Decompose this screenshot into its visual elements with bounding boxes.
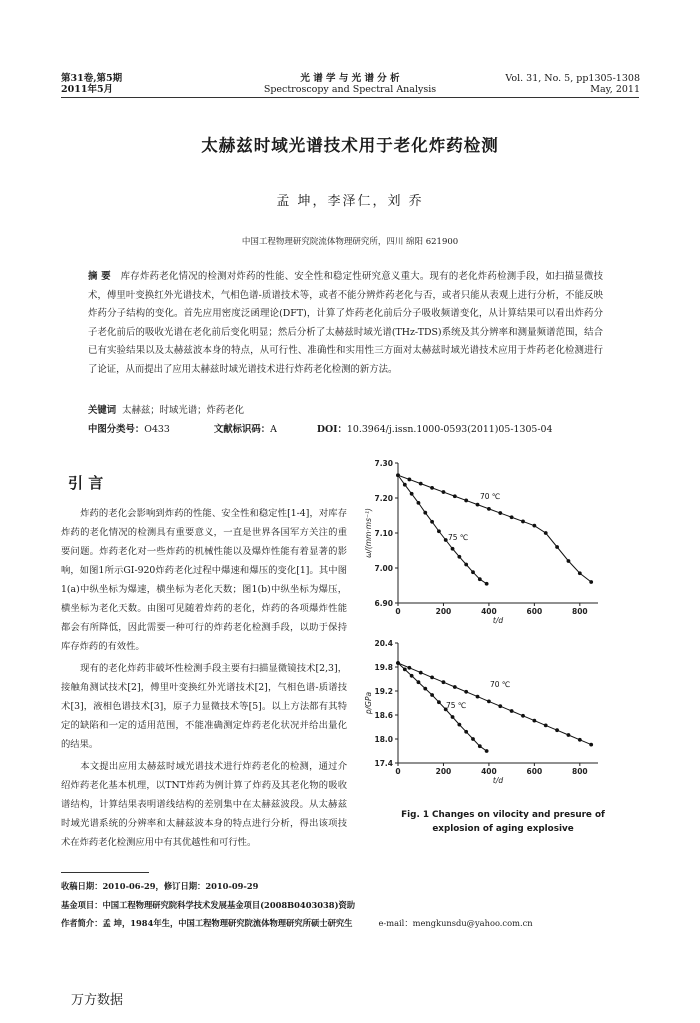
data-point (555, 545, 559, 549)
data-point (457, 723, 461, 727)
header-date-cn: 2011年5月 (61, 84, 114, 95)
watermark-text: 万方数据 (71, 993, 124, 1008)
data-point (419, 671, 423, 675)
data-point (544, 724, 548, 728)
classification (88, 421, 552, 435)
data-point (423, 511, 427, 515)
x-tick-label: 200 (435, 607, 452, 616)
data-point (410, 674, 414, 678)
section-title: 引 言 (68, 474, 104, 492)
clc-label: 中图分类号： (88, 424, 145, 435)
data-point (451, 547, 455, 551)
data-point (437, 529, 441, 533)
data-point (430, 520, 434, 524)
figure-caption-line-1: Fig. 1 Changes on vilocity and presure of (401, 810, 605, 820)
y-tick-label: 18.6 (374, 711, 393, 720)
header-journal-cn: 光 谱 学 与 光 谱 分 析 (300, 73, 400, 84)
x-tick-label: 600 (526, 767, 543, 776)
data-point (589, 743, 593, 747)
data-point (532, 719, 536, 723)
data-point (419, 482, 423, 486)
intro-paragraph-1-text: 炸药的老化会影响到炸药的性能、安全性和稳定性[1-4]，对库存炸药的老化情况的检测具有重要意义，一直是世界各国军方关注的重要问题。炸药老化对一些炸药的机械性能以及爆炸性能有着显著的影响，如图1所示GI-920炸药老化过程中爆速和爆压的变化[1]。其中图1(a)中纵坐标为爆速，横坐标为老化天数；图1(b)中纵坐标为爆压，横坐标为老化天数。由图可见随着炸药的老化，炸药的各项爆炸性能都会有所降低，因此需要一种可行的炸药老化检测手段，以助于保持库存炸药的有效性。 (61, 508, 347, 652)
y-tick-label: 18.0 (374, 735, 393, 744)
data-point (451, 715, 455, 719)
data-point (453, 494, 457, 498)
intro-paragraph-2-text: 现有的老化炸药非破坏性检测手段主要有扫描显微镜技术[2,3]，接触角测试技术[2]，傅里叶变换红外光谱技术[2]，气相色谱-质谱技术[3]，液相色谱技术[3]，原子力显微技术等[5]。以上方法都有其特定的缺陷和一定的适用范围，不能准确测定炸药老化状况并给出量化的结果。 (61, 663, 347, 750)
intro-paragraph-3-text: 本文提出应用太赫兹时域光谱技术进行炸药老化的检测，通过介绍炸药老化基本机理，以TNT炸药为例计算了炸药及其老化物的吸收谱结构，计算结果表明谱线结构的差别集中在太赫兹波段。从太赫兹时域光谱系统的分辨率和太赫兹波本身的特点进行分析，得出该项技术在炸药老化检测应用中有其优越性和可行性。 (61, 761, 347, 848)
intro-paragraph-3 (61, 757, 347, 852)
data-point (471, 570, 475, 574)
abstract-label: 摘 要 (88, 271, 111, 282)
keywords-text: 太赫兹；时域光谱；炸药老化 (122, 405, 244, 416)
footnote-email: e-mail：mengkunsdu@yahoo.com.cn (378, 918, 533, 928)
header-volume-cn: 第31卷,第5期 (61, 73, 123, 84)
data-point (396, 473, 400, 477)
x-axis-label: t/d (492, 776, 504, 785)
doi-label: DOI： (316, 424, 347, 435)
data-point (437, 700, 441, 704)
x-tick-label: 800 (571, 607, 588, 616)
figure-1 (360, 455, 640, 805)
y-tick-label: 7.30 (374, 459, 393, 468)
y-tick-label: 7.10 (374, 529, 393, 538)
y-tick-label: 19.8 (374, 663, 393, 672)
x-tick-label: 0 (395, 767, 401, 776)
y-tick-label: 7.20 (374, 494, 393, 503)
data-point (417, 680, 421, 684)
data-point (442, 490, 446, 494)
y-axis-label: p/GPa (364, 691, 373, 715)
chart-detonation-velocity (364, 459, 598, 625)
data-point (478, 744, 482, 748)
x-tick-label: 400 (481, 767, 497, 776)
y-tick-label: 7.00 (374, 564, 393, 573)
x-tick-label: 200 (435, 767, 452, 776)
keywords-label: 关键词 (88, 405, 117, 416)
data-point (407, 478, 411, 482)
data-point (464, 563, 468, 567)
data-point (423, 687, 427, 691)
data-point (521, 520, 525, 524)
data-point (430, 486, 434, 490)
doi-value: 10.3964/j.issn.1000-0593(2011)05-1305-04 (346, 424, 553, 435)
x-axis-label: t/d (492, 616, 504, 625)
data-point (544, 531, 548, 535)
y-tick-label: 17.4 (374, 759, 393, 768)
y-tick-label: 6.90 (374, 599, 393, 608)
data-point (464, 690, 468, 694)
data-point (430, 693, 434, 697)
data-point (532, 524, 536, 528)
series-label: 75 ℃ (448, 533, 469, 542)
data-point (403, 483, 407, 487)
series-label: 70 ℃ (490, 680, 511, 689)
footnote-fund: 基金项目：中国工程物理研究院科学技术发展基金项目(2008B0403038)资助 (61, 900, 356, 910)
header-journal-en: Spectroscopy and Spectral Analysis (263, 84, 437, 95)
series-label: 70 ℃ (480, 492, 501, 501)
abstract (88, 268, 603, 380)
series-line (398, 663, 591, 745)
data-point (403, 668, 407, 672)
data-point (567, 733, 571, 737)
data-point (430, 676, 434, 680)
header-date-en: May, 2011 (590, 84, 640, 95)
data-point (578, 738, 582, 742)
data-point (407, 666, 411, 670)
chart-detonation-pressure (364, 639, 598, 785)
intro-paragraph-2 (61, 659, 347, 754)
data-point (410, 492, 414, 496)
x-tick-label: 600 (526, 607, 543, 616)
authors: 孟 坤，李泽仁，刘 乔 (276, 194, 424, 209)
data-point (417, 501, 421, 505)
data-point (478, 577, 482, 581)
data-point (476, 695, 480, 699)
footnote-author (61, 917, 533, 929)
footnote-received: 收稿日期：2010-06-29，修订日期：2010-09-29 (61, 881, 259, 891)
intro-paragraph-1 (61, 504, 347, 656)
figure-caption-line-2: explosion of aging explosive (432, 824, 574, 834)
data-point (510, 515, 514, 519)
data-point (510, 709, 514, 713)
footnote-author-text: 作者简介：孟 坤，1984年生，中国工程物理研究院流体物理研究所硕士研究生 (61, 918, 353, 928)
doc-code-label: 文献标识码： (213, 424, 271, 435)
y-tick-label: 19.2 (374, 687, 393, 696)
data-point (487, 507, 491, 511)
x-tick-label: 800 (571, 767, 588, 776)
keywords (88, 402, 244, 416)
data-point (555, 728, 559, 732)
x-tick-label: 0 (395, 607, 401, 616)
data-point (457, 555, 461, 559)
affiliation: 中国工程物理研究院流体物理研究所，四川 绵阳 621900 (241, 237, 459, 247)
data-point (498, 511, 502, 515)
data-point (521, 714, 525, 718)
data-point (464, 730, 468, 734)
y-axis-label: ω/(mm·ms⁻¹) (364, 508, 373, 558)
paper-title: 太赫兹时域光谱技术用于老化炸药检测 (201, 136, 499, 155)
data-point (464, 499, 468, 503)
data-point (485, 749, 489, 753)
doc-code-value: A (270, 424, 277, 435)
footnote-rule (61, 872, 149, 873)
abstract-text: 库存炸药老化情况的检测对炸药的性能、安全性和稳定性研究意义重大。现有的老化炸药检测手段，如扫描显微技术，傅里叶变换红外光谱技术，气相色谱-质谱技术等，或者不能分辨炸药老化与否，或者只能从表观上进行分析，不能反映炸药分子结构的变化。首先应用密度泛函理论(DFT)，计算了炸药老化前后分子吸收频谱变化，从计算结果可以看出炸药分子老化前后的吸收光谱在老化前后变化明显；然后分析了太赫兹时域光谱(THz-TDS)系统及其分辨率和测量频谱范围，结合已有实验结果以及太赫兹波本身的特点，从可行性、准确性和实用性三方面对太赫兹时域光谱技术应用于炸药老化检测进行了论证，从而提出了应用太赫兹时域光谱技术进行炸药老化检测的新方法。 (88, 271, 603, 375)
data-point (487, 700, 491, 704)
data-point (498, 704, 502, 708)
data-point (567, 559, 571, 563)
header-volume-en: Vol. 31, No. 5, pp1305-1308 (505, 73, 640, 84)
figure-caption (374, 808, 632, 836)
data-point (476, 503, 480, 507)
data-point (442, 680, 446, 684)
series-label: 75 ℃ (446, 701, 467, 710)
x-tick-label: 400 (481, 607, 497, 616)
y-tick-label: 20.4 (374, 639, 393, 648)
data-point (589, 580, 593, 584)
data-point (485, 582, 489, 586)
data-point (471, 737, 475, 741)
header-rule (61, 97, 639, 98)
data-point (396, 661, 400, 665)
clc-value: O433 (144, 424, 170, 435)
data-point (453, 685, 457, 689)
data-point (578, 571, 582, 575)
